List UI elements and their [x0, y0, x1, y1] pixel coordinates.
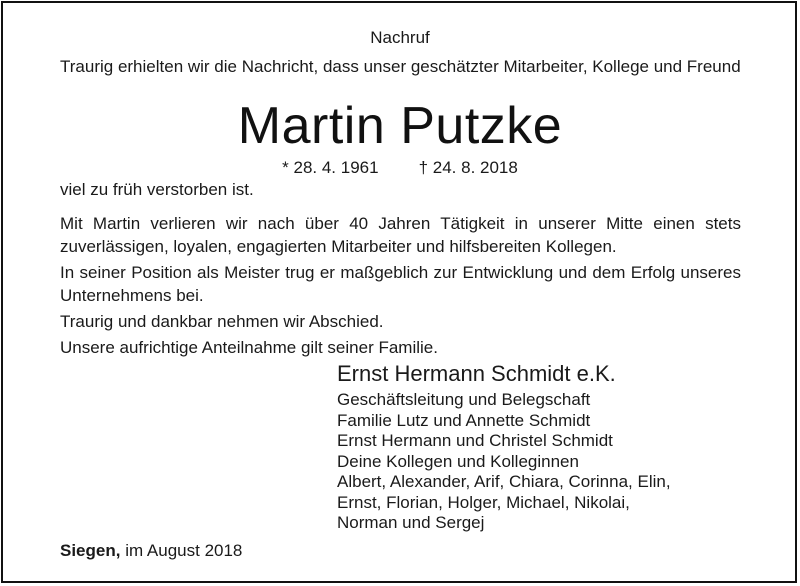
- notice-body: [60, 212, 741, 362]
- signer-line: Deine Kollegen und Kolleginnen: [337, 451, 579, 471]
- signer-line: Norman und Sergej: [337, 513, 485, 532]
- birth-date: * 28. 4. 1961: [282, 158, 379, 177]
- signer-line: Albert, Alexander, Arif, Chiara, Corinna, Elin,: [337, 472, 671, 491]
- place-date: im August 2018: [120, 541, 243, 560]
- place-city: Siegen,: [60, 541, 121, 560]
- death-date: † 24. 8. 2018: [418, 158, 518, 177]
- signer-line: Ernst, Florian, Holger, Michael, Nikolai,: [337, 492, 630, 512]
- paragraph-tenure: Mit Martin verlieren wir nach über 40 Jahren Tätigkeit in unserer Mitte einen stets zuverlässigen, loyalen, engagierten Mitarbeiter und hilfsbereiten Kollegen.: [60, 214, 741, 256]
- signer-line: Familie Lutz und Annette Schmidt: [337, 410, 591, 430]
- paragraph-position: In seiner Position als Meister trug er maßgeblich zur Entwicklung und dem Erfolg unseres Unternehmens bei.: [60, 263, 741, 305]
- place-date-line: [60, 541, 242, 561]
- intro-text: Traurig erhielten wir die Nachricht, dass unser geschätzter Mitarbeiter, Kollege und Freund: [60, 57, 741, 76]
- notice-heading: Nachruf: [370, 28, 430, 47]
- life-dates: [0, 158, 800, 178]
- signers-list: [337, 390, 671, 534]
- signer-line: Ernst Hermann und Christel Schmidt: [337, 431, 613, 450]
- paragraph-condolence: Unsere aufrichtige Anteilnahme gilt seiner Familie.: [60, 338, 438, 357]
- signer-line: Geschäftsleitung und Belegschaft: [337, 390, 591, 409]
- paragraph-farewell: Traurig und dankbar nehmen wir Abschied.: [60, 312, 384, 331]
- deceased-name: Martin Putzke: [237, 97, 563, 155]
- early-death-text: viel zu früh verstorben ist.: [60, 180, 254, 199]
- company-name: Ernst Hermann Schmidt e.K.: [337, 361, 616, 386]
